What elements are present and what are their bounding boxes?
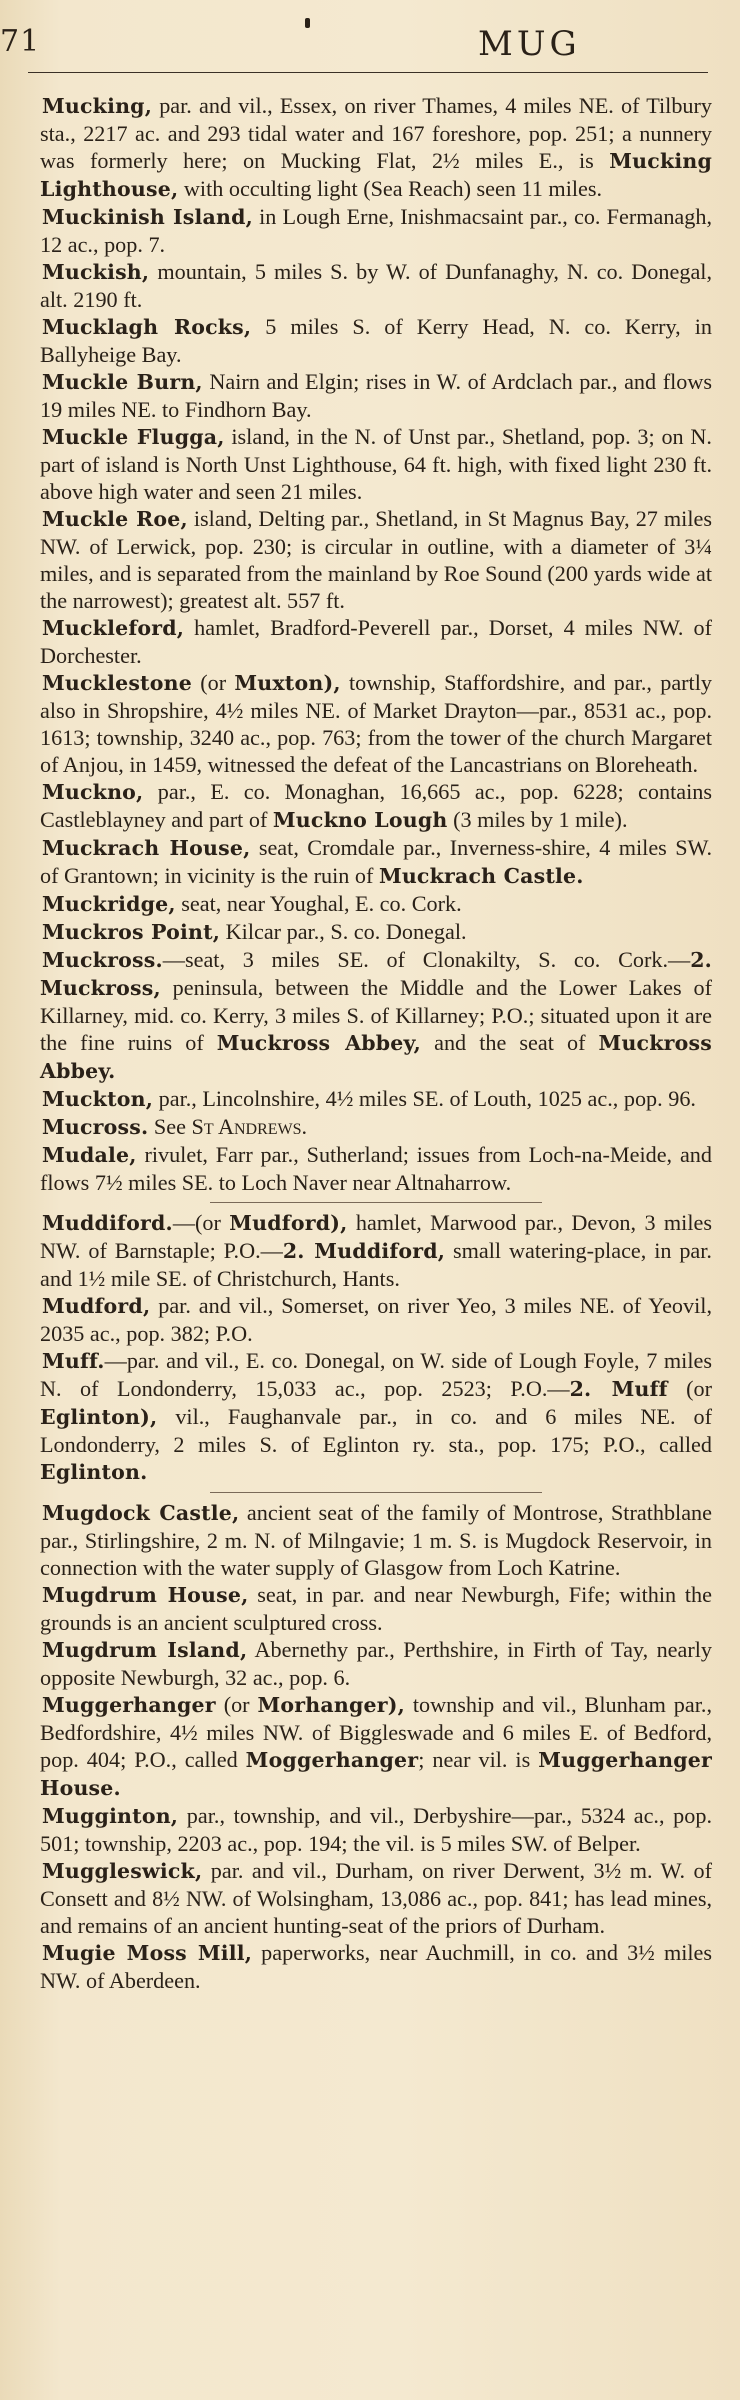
gazetteer-entry: [40, 778, 712, 834]
entry-text: vil., Faughanvale par., in co. and 6 miles NE. of Londonderry, 2 miles S. of Eglinton ry. sta., pop. 175;: [40, 1404, 712, 1457]
entry-headword: Muckrach House,: [42, 836, 251, 860]
entry-headword: Muff.: [42, 1349, 105, 1373]
gazetteer-entry: [40, 423, 712, 505]
entry-text: , called: [171, 1747, 246, 1772]
entry-text: par. and vil., Essex, on river Thames, 4 miles NE. of Tilbury sta., 2217 ac. and 293 tidal water and 167 foreshore, pop. 251; a nunnery was formerly here; on Mucking Flat, 2½ miles E., is: [40, 93, 712, 173]
gazetteer-entry: [40, 1581, 712, 1636]
page-number: 71: [0, 24, 41, 59]
entry-text: and the seat of: [421, 1030, 599, 1055]
entry-text: seat, in par. and near Newburgh, Fife; within the grounds is an ancient sculptured cross.: [40, 1582, 713, 1635]
entry-headword: Muckish,: [42, 260, 150, 284]
entry-text: seat, near Youghal, E. co. Cork.: [175, 891, 462, 916]
entry-text: Kilcar par., S. co. Donegal.: [220, 919, 467, 944]
gazetteer-entry: [40, 669, 712, 778]
gazetteer-entry: [40, 946, 712, 1085]
gazetteer-entry: [40, 368, 712, 423]
entry-headword: Mugdrum House,: [42, 1583, 249, 1607]
entry-text: rivulet, Farr par., Sutherland; issues from Loch-na-Meide, and flows 7½ miles SE. to Loch Naver near Altnaharrow.: [40, 1142, 712, 1195]
running-head: MUG: [478, 24, 581, 64]
gazetteer-entry: [40, 1085, 712, 1113]
entry-headword: Mucking Lighthouse,: [40, 149, 712, 201]
entry-headword: 2. Muff: [569, 1377, 668, 1401]
entry-headword: 2. Muckross,: [40, 948, 712, 1000]
entry-headword: Mucklagh Rocks,: [42, 315, 252, 339]
entry-text: mountain, 5 miles S. by W. of Dunfanaghy, N. co. Donegal, alt. 2190 ft.: [40, 259, 712, 312]
entry-headword: Muggerhanger: [42, 1693, 216, 1717]
gazetteer-entry: [40, 505, 712, 614]
entry-text: township and vil., Blunham par., Bedfordshire, 4½ miles NW. of Biggleswade and 6 miles E. of Bedford, pop. 404;: [40, 1692, 712, 1772]
entry-headword: Mugdock Castle,: [42, 1501, 240, 1525]
entry-text: —(or: [172, 1210, 230, 1235]
entry-text: (or: [667, 1376, 713, 1401]
gazetteer-entry: [40, 258, 712, 313]
entry-headword: Muckinish Island,: [42, 205, 253, 229]
entry-text: St Andrews: [191, 1114, 302, 1139]
entry-text: (or: [215, 1692, 258, 1717]
entry-headword: Mucklestone: [42, 671, 192, 695]
gazetteer-entry: [40, 313, 712, 368]
entry-headword: Muckno,: [42, 780, 144, 804]
entry-text: P.O.: [491, 1003, 529, 1028]
entry-text: —par. and vil., E. co. Donegal, on W. side of Lough Foyle, 7 miles N. of Londonderry, 15,033 ac., pop. 2523;: [40, 1348, 712, 1401]
entry-text: P.O.: [215, 1321, 253, 1346]
entry-headword: Muddiford.: [42, 1211, 173, 1235]
entry-list: [40, 92, 712, 1994]
entry-headword: Eglinton.: [40, 1460, 148, 1484]
gazetteer-entry: [40, 834, 712, 890]
gazetteer-entry: [40, 1857, 712, 1939]
entry-text: See: [148, 1114, 192, 1139]
entry-headword: 2. Muddiford,: [282, 1239, 446, 1263]
entry-text: —: [260, 1238, 283, 1263]
section-rule: [210, 1202, 542, 1203]
entry-text: Nairn and Elgin; rises in W. of Ardclach par., and flows 19 miles NE. to Findhorn Bay.: [40, 369, 712, 422]
entry-text: P.O.: [603, 1432, 641, 1457]
entry-text: island, in the N. of Unst par., Shetland, pop. 3; on N. part of island is North Unst Lighthouse, 64 ft. high, with fixed light 230 ft. above high water and seen 21 miles.: [40, 424, 712, 504]
gazetteer-entry: [40, 1691, 712, 1802]
entry-headword: Mucking,: [42, 94, 153, 118]
entry-headword: Muxton),: [234, 671, 341, 695]
entry-text: hamlet, Bradford-Peverell par., Dorset, 4 miles NW. of Dorchester.: [40, 615, 712, 668]
entry-headword: Muckross.: [42, 948, 163, 972]
entry-headword: Muggleswick,: [42, 1859, 203, 1883]
page-header: [0, 10, 740, 70]
entry-headword: Mudford),: [229, 1211, 348, 1235]
gazetteer-entry: [40, 1939, 712, 1994]
gazetteer-entry: [40, 92, 712, 203]
gazetteer-entry: [40, 1141, 712, 1196]
entry-text: par. and vil., Durham, on river Derwent, 3½ m. W. of Consett and 8½ NW. of Wolsingham, 13,086 ac., pop. 841; has lead mines, and remains of an ancient hunting-seat of the priors of Durham.: [40, 1858, 712, 1938]
entry-headword: Mudale,: [42, 1143, 137, 1167]
entry-headword: Morhanger),: [257, 1693, 405, 1717]
entry-text: island, Delting par., Shetland, in St Magnus Bay, 27 miles NW. of Lerwick, pop. 230; is circular in outline, with a diameter of 3¼ miles, and is separated from the mainland by Roe Sound (200 yards wide at the narrowest); greatest alt. 557 ft.: [40, 506, 712, 613]
entry-text: peninsula, between the Middle and the Lower Lakes of Killarney, mid. co. Kerry, 3 miles S. of Killarney;: [40, 975, 712, 1028]
entry-headword: Mugdrum Island,: [42, 1638, 248, 1662]
entry-text: P.O.: [510, 1376, 548, 1401]
entry-text: , called: [640, 1432, 712, 1457]
entry-headword: Muckross Abbey,: [216, 1031, 422, 1055]
entry-headword: Mugie Moss Mill,: [42, 1941, 253, 1965]
entry-text: (3 miles by 1 mile).: [447, 807, 628, 832]
entry-text: seat, Cromdale par., Inverness-shire, 4 miles SW. of Grantown; in vicinity is the ruin of: [40, 835, 712, 888]
gazetteer-entry: [40, 1209, 712, 1292]
entry-text: par., Lincolnshire, 4½ miles SE. of Louth, 1025 ac., pop. 96.: [153, 1086, 696, 1111]
entry-headword: Muckton,: [42, 1087, 154, 1111]
gazetteer-entry: [40, 918, 712, 946]
gazetteer-entry: [40, 1636, 712, 1691]
entry-text: with occulting light (Sea Reach) seen 11 miles.: [178, 176, 603, 201]
entry-headword: Muckno Lough: [272, 808, 448, 832]
entry-text: (or: [191, 670, 235, 695]
entry-text: .: [301, 1114, 308, 1139]
entry-text: ancient seat of the family of Montrose, Strathblane par., Stirlingshire, 2 m. N. of Milngavie; 1 m. S. is Mugdock Reservoir, in connection with the water supply of Glasgow from Loch Katrine.: [40, 1500, 712, 1580]
entry-text: small watering-place, in par. and 1½ mile SE. of Christchurch, Hants.: [40, 1238, 712, 1291]
entry-text: paperworks, near Auchmill, in co. and 3½ miles NW. of Aberdeen.: [40, 1940, 713, 1993]
gazetteer-entry: [40, 1802, 712, 1857]
entry-text: P.O.: [223, 1238, 261, 1263]
entry-headword: Mugginton,: [42, 1804, 179, 1828]
gazetteer-entry: [40, 614, 712, 669]
entry-headword: Muckle Flugga,: [42, 425, 225, 449]
entry-headword: Mucross.: [42, 1115, 149, 1139]
entry-text: Abernethy par., Perthshire, in Firth of Tay, nearly opposite Newburgh, 32 ac., pop. 6.: [40, 1637, 712, 1690]
entry-text: —: [547, 1376, 570, 1401]
gazetteer-entry: [40, 1113, 712, 1141]
entry-text: hamlet, Marwood par., Devon, 3 miles NW. of Barnstaple;: [40, 1210, 712, 1263]
entry-text: par. and vil., Somerset, on river Yeo, 3 miles NE. of Yeovil, 2035 ac., pop. 382;: [40, 1293, 712, 1346]
entry-text: in Lough Erne, Inishmacsaint par., co. Fermanagh, 12 ac., pop. 7.: [40, 204, 712, 257]
printer-mark: [305, 18, 310, 28]
gazetteer-entry: [40, 203, 712, 258]
entry-headword: Muckleford,: [42, 616, 185, 640]
entry-text: —seat, 3 miles SE. of Clonakilty, S. co. Cork.—: [162, 947, 691, 972]
entry-headword: Muckridge,: [42, 892, 176, 916]
gazetteer-entry: [40, 1347, 712, 1486]
entry-headword: Mudford,: [42, 1294, 151, 1318]
gazetteer-entry: [40, 1499, 712, 1581]
entry-text: ; near vil. is: [418, 1747, 539, 1772]
entry-headword: Eglinton),: [40, 1405, 158, 1429]
section-rule: [210, 1492, 542, 1493]
entry-text: township, Staffordshire, and par., partly also in Shropshire, 4½ miles NE. of Market Drayton—par., 8531 ac., pop. 1613; township, 3240 ac., pop. 763; from the tower of the church Margaret of Anjou, in 1459, witnessed the defeat of the Lancastrians on Bloreheath.: [40, 670, 712, 777]
entry-headword: Muckros Point,: [42, 920, 221, 944]
entry-headword: Muckrach Castle.: [378, 864, 584, 888]
gazetteer-entry: [40, 890, 712, 918]
entry-headword: Muggerhanger House.: [40, 1748, 712, 1800]
entry-headword: Muckross Abbey.: [40, 1031, 712, 1083]
entry-text: 5 miles S. of Kerry Head, N. co. Kerry, in Ballyheige Bay.: [40, 314, 712, 367]
entry-text: par., township, and vil., Derbyshire—par., 5324 ac., pop. 501; township, 2203 ac., pop. 194; the vil. is 5 miles SW. of Belper.: [40, 1803, 712, 1856]
entry-text: par., E. co. Monaghan, 16,665 ac., pop. 6228; contains Castleblayney and part of: [40, 779, 712, 832]
entry-text: P.O.: [134, 1747, 172, 1772]
entry-text: ; situated upon it are the fine ruins of: [40, 1003, 712, 1055]
gazetteer-entry: [40, 1292, 712, 1347]
entry-headword: Moggerhanger: [245, 1748, 419, 1772]
entry-headword: Muckle Roe,: [42, 507, 188, 531]
header-rule: [28, 72, 708, 73]
entry-headword: Muckle Burn,: [42, 370, 203, 394]
